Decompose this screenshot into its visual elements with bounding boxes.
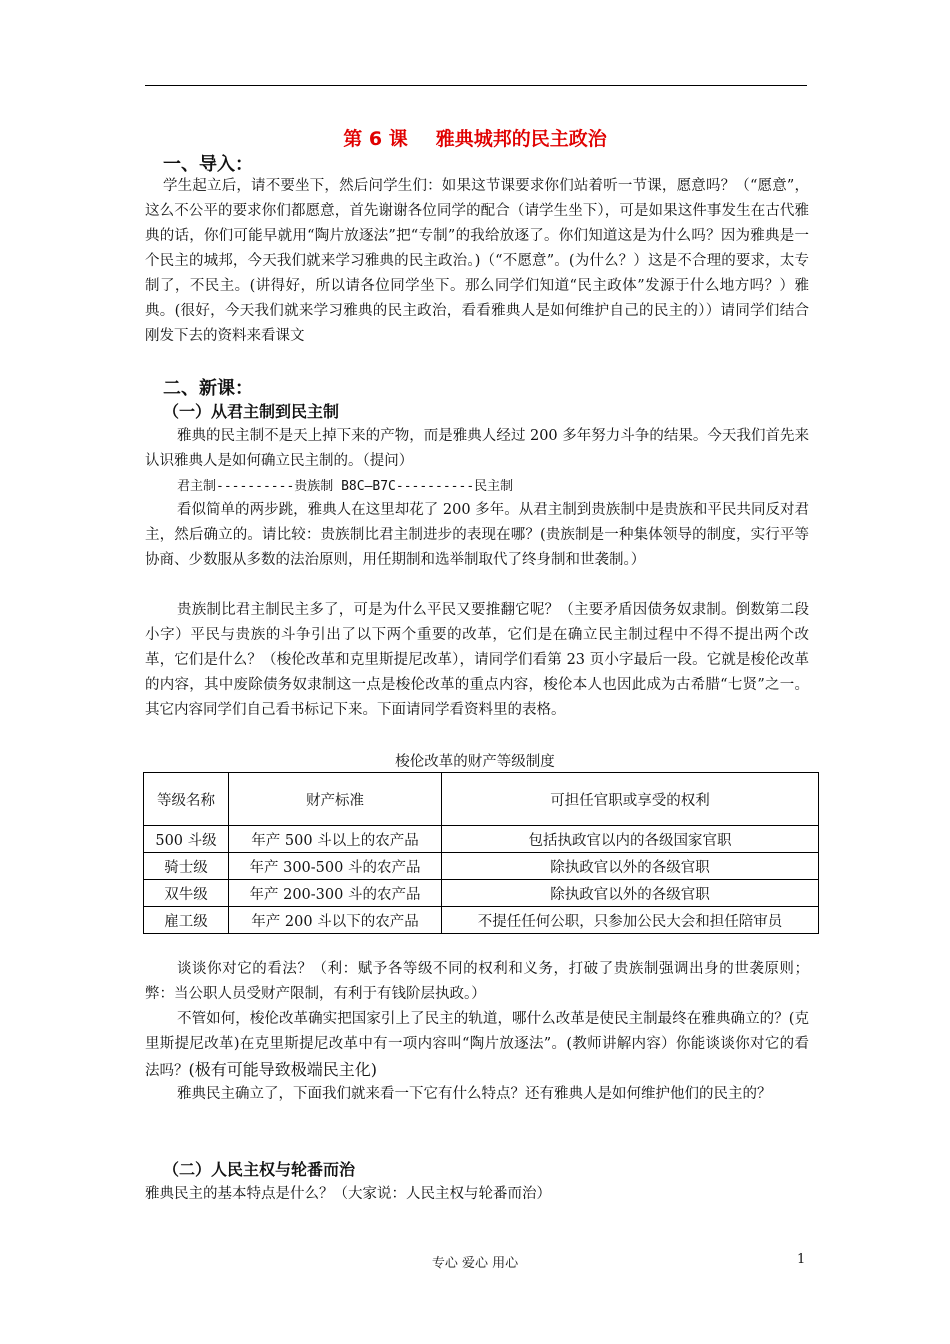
- table-cell: 双牛级: [144, 880, 229, 907]
- page-footer: 专心 爱心 用心: [431, 1256, 519, 1271]
- paragraph-5: 谈谈你对它的看法？（利：赋予各等级不同的权利和义务，打破了贵族制强调出身的世袭原则；弊：当公职人员受财产限制，有利于有钱阶层执政。）: [145, 961, 809, 1002]
- table-cell: 年产 500 斗以上的农产品: [229, 826, 442, 853]
- section-heading-intro: 一、导入：: [163, 154, 253, 175]
- timeline-text: 君主制----------贵族制 B8C—B7C----------民主制: [177, 479, 514, 494]
- table-header-row: [144, 773, 819, 826]
- paragraph-4: 贵族制比君主制民主多了，可是为什么平民又要推翻它呢？（主要矛盾因债务奴隶制。倒数第二段小字）平民与贵族的斗争引出了以下两个重要的改革，它们是在确立民主制过程中不得不提出两个改革，它们是什么？（梭伦改革和克里斯提尼改革），请同学们看第 23 页小字最后一段。它就是梭伦改革的内容，其中废除债务奴隶制这一点是梭伦改革的重点内容，梭伦本人也因此成为古希腊“七贤”之一。其它内容同学们自己看书标记下来。下面请同学看资料里的表格。: [145, 602, 809, 718]
- intro-paragraph: 学生起立后，请不要坐下，然后问学生们：如果这节课要求你们站着听一节课，愿意吗？（“愿意”，这么不公平的要求你们都愿意，首先谢谢各位同学的配合（请学生坐下），可是如果这件事发生在古代雅典的话，你们可能早就用“陶片放逐法”把“专制”的我给放逐了。你们知道这是为什么吗？因为雅典是一个民主的城邦，今天我们就来学习雅典的民主政治。)（“不愿意”。(为什么？）这是不合理的要求，太专制了，不民主。(讲得好，所以请各位同学坐下。那么同学们知道“民主政体”发源于什么地方吗？）雅典。(很好，今天我们就来学习雅典的民主政治，看看雅典人是如何维护自己的民主的））请同学们结合刚发下去的资料来看课文: [145, 178, 809, 344]
- table-cell: 包括执政官以内的各级国家官职: [442, 826, 819, 853]
- property-class-table: [143, 772, 819, 934]
- table-row: [144, 907, 819, 934]
- table-header-cell: 可担任官职或享受的权利: [442, 773, 819, 826]
- header-rule: [145, 85, 807, 86]
- table-caption: 梭伦改革的财产等级制度: [395, 754, 555, 770]
- table-cell: 年产 300-500 斗的农产品: [229, 853, 442, 880]
- paragraph-8: 雅典民主的基本特点是什么？（大家说：人民主权与轮番而治）: [145, 1186, 551, 1202]
- table-cell: 雇工级: [144, 907, 229, 934]
- lesson-name: 雅典城邦的民主政治: [435, 128, 607, 150]
- subsection-heading-2: （二）人民主权与轮番而治: [163, 1160, 356, 1179]
- table-cell: 年产 200 斗以下的农产品: [229, 907, 442, 934]
- table-header-cell: 等级名称: [144, 773, 229, 826]
- paragraph-7: 雅典民主确立了，下面我们就来看一下它有什么特点？还有雅典人是如何维护他们的民主的？: [177, 1086, 772, 1102]
- paragraph-6: [145, 1007, 809, 1084]
- table-cell: 不提任任何公职，只参加公民大会和担任陪审员: [442, 907, 819, 934]
- table-cell: 除执政官以外的各级官职: [442, 880, 819, 907]
- paragraph-3: 看似简单的两步跳，雅典人在这里却花了 200 多年。从君主制到贵族制中是贵族和平民共同反对君主，然后确立的。请比较：贵族制比君主制进步的表现在哪？(贵族制是一种集体领导的制度，实行平等协商、少数服从多数的法治原则，用任期制和选举制取代了终身制和世袭制。）: [145, 502, 809, 568]
- paragraph-6-main: 不管如何，梭伦改革确实把国家引上了民主的轨道，哪什么改革是使民主制最终在雅典确立的？(克里斯提尼改革)在克里斯提尼改革中有一项内容叫“陶片放逐法”。(教师讲解内容）你能谈谈你对它的看法吗？: [145, 1011, 809, 1079]
- lesson-number: 第 6 课: [343, 128, 408, 150]
- timeline-line: [145, 474, 809, 499]
- table-cell: 除执政官以外的各级官职: [442, 853, 819, 880]
- lesson-title: [0, 124, 950, 151]
- table-cell: 500 斗级: [144, 826, 229, 853]
- subsection-heading-1: （一）从君主制到民主制: [163, 402, 340, 421]
- table-header-cell: 财产标准: [229, 773, 442, 826]
- table-row: [144, 880, 819, 907]
- table-row: [144, 826, 819, 853]
- paragraph-1: 雅典的民主制不是天上掉下来的产物，而是雅典人经过 200 多年努力斗争的结果。今天我们首先来认识雅典人是如何确立民主制的。（提问）: [145, 428, 809, 469]
- table-cell: 年产 200-300 斗的农产品: [229, 880, 442, 907]
- paragraph-6-emphasis: (极有可能导致极端民主化): [188, 1060, 377, 1079]
- section-heading-new-lesson: 二、新课：: [163, 378, 253, 399]
- page-number: 1: [797, 1252, 806, 1267]
- table-row: [144, 853, 819, 880]
- table-cell: 骑士级: [144, 853, 229, 880]
